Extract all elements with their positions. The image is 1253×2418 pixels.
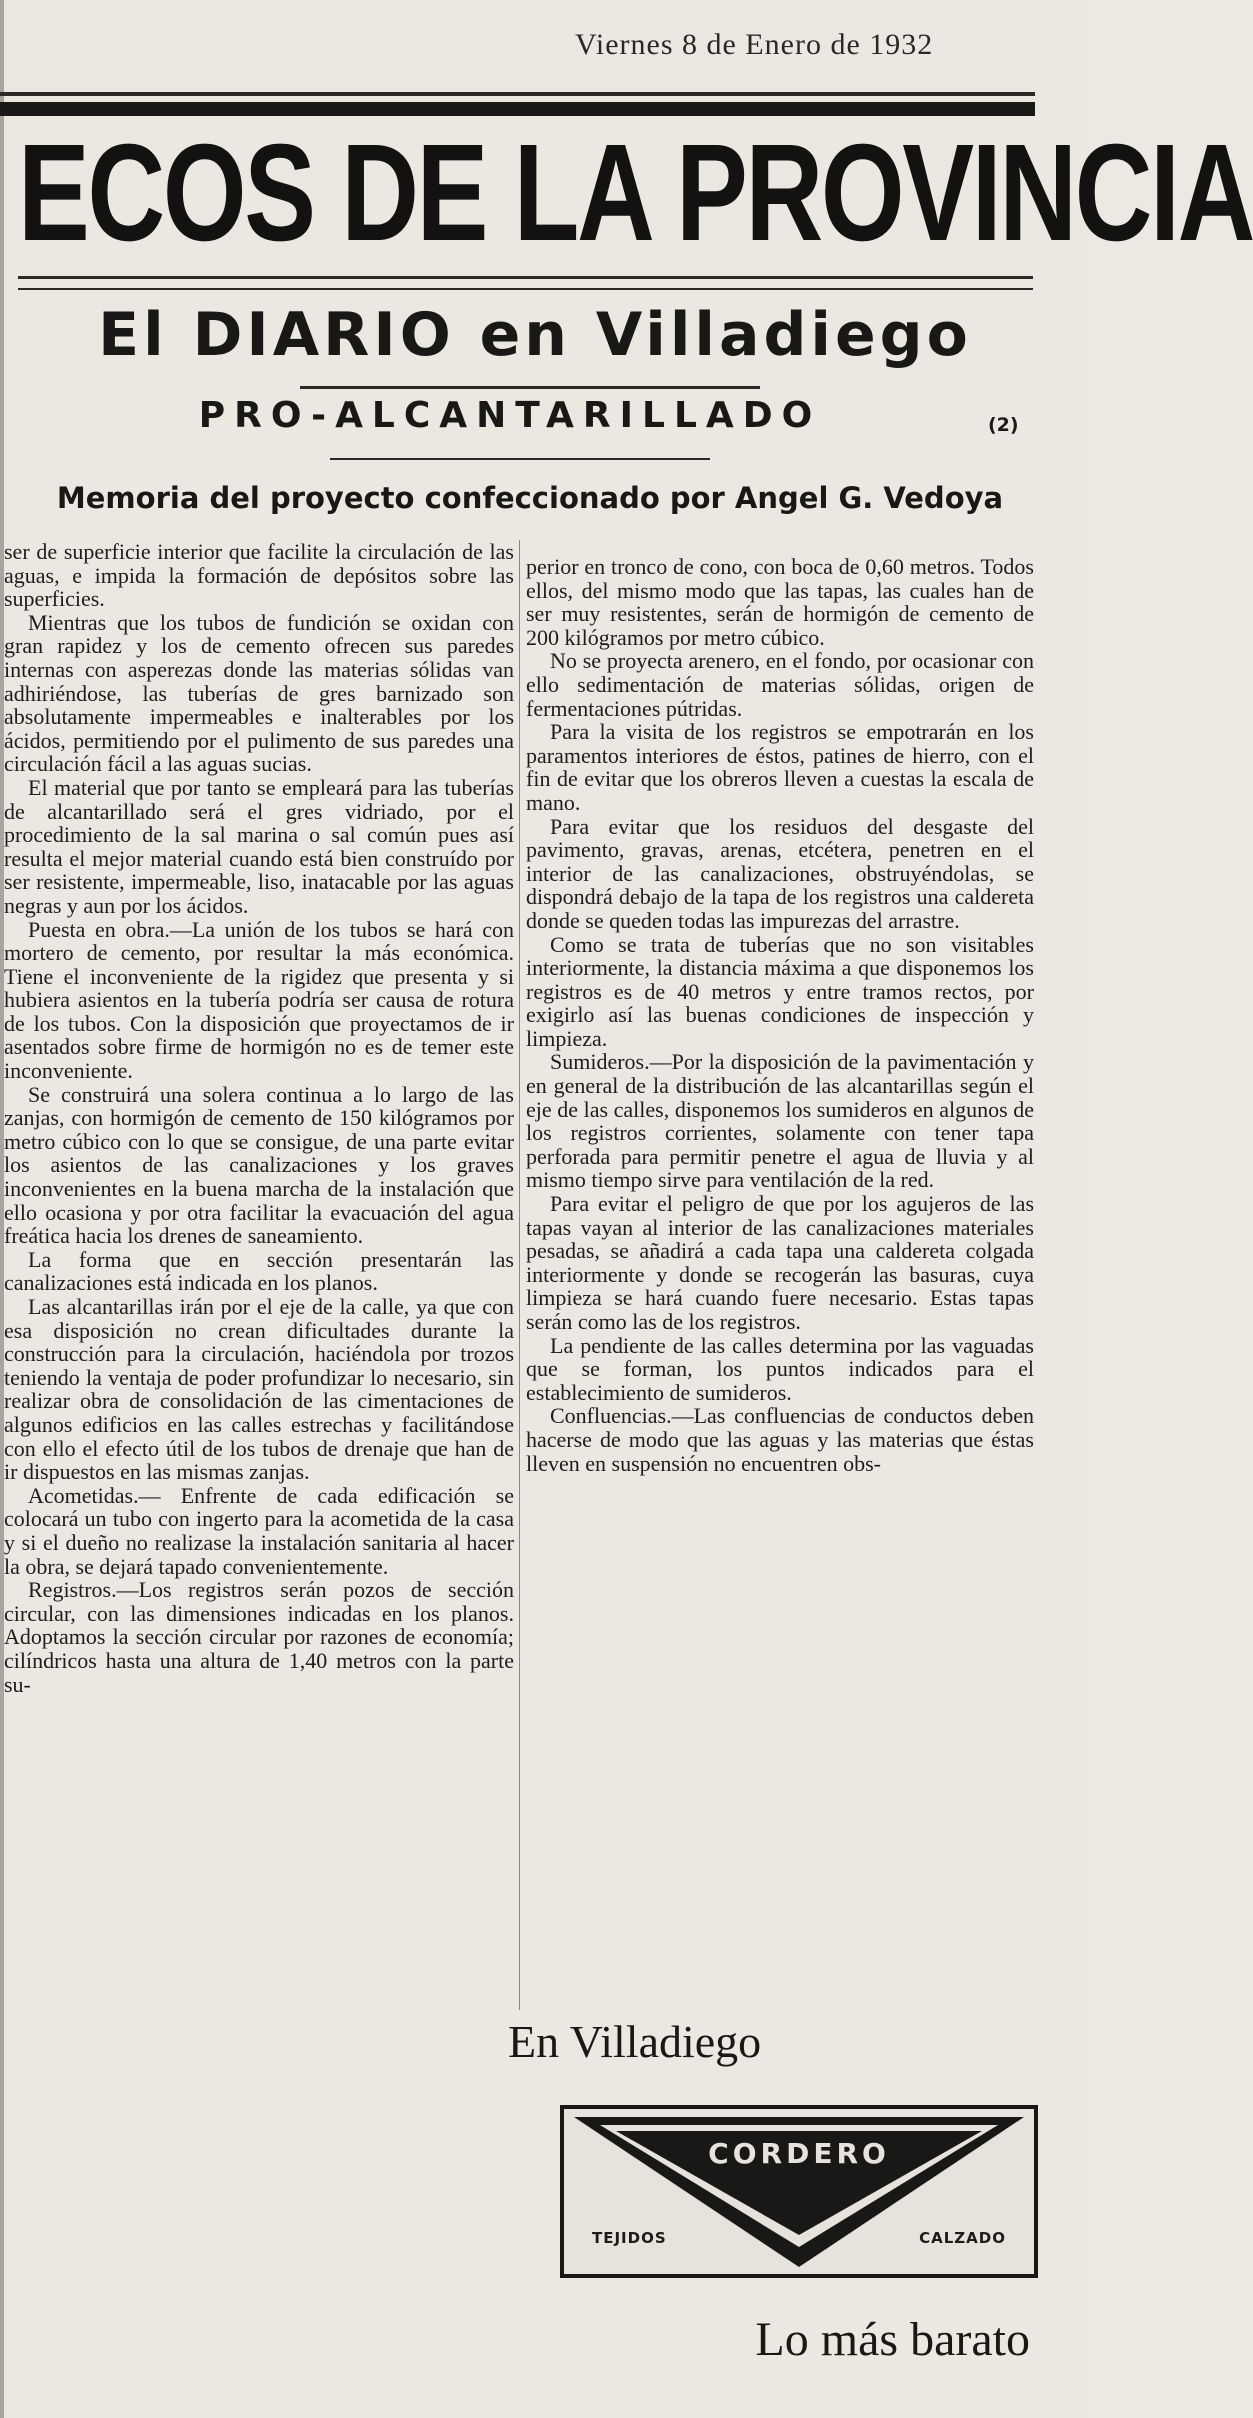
title-rule — [330, 458, 710, 460]
article-column-left — [4, 540, 514, 1696]
paragraph: ser de superficie interior que facilite la circulación de las aguas, e impida la formación de depósitos sobre las superficies. — [4, 539, 514, 612]
column-divider — [519, 540, 520, 2010]
paragraph: La pendiente de las calles determina por las vaguadas que se forman, los puntos indicados para el establecimiento de sumideros. — [526, 1332, 1034, 1405]
banner-rule — [18, 276, 1033, 279]
paragraph: Mientras que los tubos de fundición se oxidan con gran rapidez y los de cemento ofrecen sus paredes internas con asperezas donde las materias sólidas van adhiriéndose, las tuberías de gres barnizado son absolutamente impermeables e inalterables por los ácidos, permitiendo por el pulimento de sus paredes una circulación fácil a las aguas sucias. — [4, 609, 514, 777]
byline: Memoria del proyecto confeccionado por Angel G. Vedoya — [56, 481, 1004, 515]
paragraph: Se construirá una solera continua a lo largo de las zanjas, con hormigón de cemento de 150 kilógramos por metro cúbico con lo que se consigue, de una parte evitar los asientos de las canalizaciones y los graves inconvenientes en la buena marcha de la instalación que ello ocasiona y por otra facilitar la evacuación del agua freática hacia los drenes de saneamiento. — [4, 1081, 514, 1249]
ad-label-tejidos: TEJIDOS — [592, 2229, 667, 2247]
ad-headline: En Villadiego — [508, 2016, 762, 2067]
paragraph: Para evitar que los residuos del desgaste del pavimento, gravas, arenas, etcétera, penetren en el interior de las canalizaciones, obstruyéndolas, se dispondrá debajo de la tapa de los registros una caldereta donde se queden todas las impurezas del arrastre. — [526, 813, 1034, 933]
paragraph: El material que por tanto se empleará para las tuberías de alcantarillado será el gres vidriado, por el procedimiento de la sal marina o sal común pues así resulta el mejor material cuando está bien construído por ser resistente, impermeable, liso, inatacable por las aguas negras y aun por los ácidos. — [4, 774, 514, 918]
article-column-right — [526, 555, 1034, 1475]
ad-label-calzado: CALZADO — [919, 2229, 1006, 2247]
ad-brand: CORDERO — [708, 2137, 890, 2170]
paragraph: Puesta en obra.—La unión de los tubos se hará con mortero de cemento, por resultar la más económica. Tiene el inconveniente de la rigidez que presenta y si hubiera asientos en la tubería podría ser causa de rotura de los tubos. Con la disposición que proyectamos de ir asentados sobre firme de hormigón no es de temer este inconveniente. — [4, 916, 514, 1084]
ad-triangle-icon — [564, 2109, 1034, 2274]
issue-date: Viernes 8 de Enero de 1932 — [575, 28, 934, 61]
paragraph: Para evitar el peligro de que por los agujeros de las tapas vayan al interior de las canalizaciones materiales pesadas, se añadirá a cada tapa una caldereta colgada interiormente y donde se recogerán las basuras, cuya limpieza se hará cuando fuere necesario. Estas tapas serán como las de los registros. — [526, 1191, 1034, 1334]
top-rule-thick — [0, 102, 1035, 116]
ad-tagline: Lo más barato — [755, 2313, 1030, 2366]
paragraph: Registros.—Los registros serán pozos de sección circular, con las dimensiones indicadas en los planos. Adoptamos la sección circular por razones de economía; cilíndricos hasta una altura de 1,40 metros con la parte su- — [4, 1577, 514, 1697]
paragraph: No se proyecta arenero, en el fondo, por ocasionar con ello sedimentación de materias sólidas, origen de fermentaciones pútridas. — [526, 648, 1034, 721]
paragraph: Confluencias.—Las confluencias de conductos deben hacerse de modo que las aguas y las materias que éstas lleven en suspensión no encuentren obs- — [526, 1403, 1034, 1476]
paragraph: Para la visita de los registros se empotrarán en los paramentos interiores de éstos, patines de hierro, con el fin de evitar que los obreros lleven a cuestas la escala de mano. — [526, 719, 1034, 815]
part-number: (2) — [988, 414, 1019, 436]
paragraph: La forma que en sección presentarán las canalizaciones está indicada en los planos. — [4, 1246, 514, 1296]
section-banner: ECOS DE LA PROVINCIA — [18, 116, 1253, 270]
paragraph: Acometidas.— Enfrente de cada edificación se colocará un tubo con ingerto para la acometida de la casa y si el dueño no realizase la instalación sanitaria al hacer la obra, se dejará tapado convenientemente. — [4, 1482, 514, 1579]
paragraph: perior en tronco de cono, con boca de 0,60 metros. Todos ellos, del mismo modo que las tapas, las cuales han de ser muy resistentes, serán de hormigón de cemento de 200 kilógramos por metro cúbico. — [526, 554, 1034, 650]
top-rule — [0, 92, 1035, 96]
paragraph: Las alcantarillas irán por el eje de la calle, ya que con esa disposición no crean dificultades durante la construcción para la circulación, haciéndola por trozos teniendo la ventaja de poder profundizar lo necesario, sin realizar obra de consolidación de las cimentaciones de algunos edificios en las calles estrechas y facilitándose con ello el efecto útil de los tubos de drenaje que han de ir dispuestos en las mismas zanjas. — [4, 1294, 514, 1485]
article-title: PRO-ALCANTARILLADO — [198, 395, 822, 436]
paragraph: Sumideros.—Por la disposición de la pavimentación y en general de la distribución de las alcantarillas según el eje de las calles, disponemos los sumideros en algunos de los registros corrientes, solamente con tener tapa perforada para permitir penetre el agua de lluvia y al mismo tiempo sirve para ventilación de la red. — [526, 1049, 1034, 1193]
paragraph: Como se trata de tuberías que no son visitables interiormente, la distancia máxima a que disponemos los registros es de 40 metros y entre tramos rectos, por exigirlo así las buenas condiciones de inspección y limpieza. — [526, 931, 1034, 1051]
subtitle: El DIARIO en Villadiego — [98, 300, 972, 370]
advertisement — [560, 2105, 1038, 2278]
